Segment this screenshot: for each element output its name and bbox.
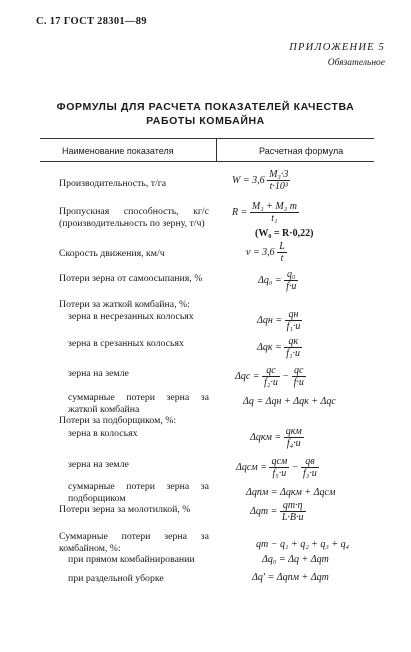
appendix-label: ПРИЛОЖЕНИЕ 5	[289, 42, 385, 53]
column-header-name: Наименование показателя	[62, 146, 174, 156]
table-row-label: Потери зерна за молотилкой, %	[59, 504, 191, 515]
table-row-formula: W = 3,6 $\frac{\text{M₃·3}}{\text{t·10³}}$	[232, 169, 289, 192]
page-reference: С. 17 ГОСТ 28301—89	[36, 16, 147, 27]
table-top-rule	[40, 138, 374, 139]
table-row-label: зерна на земле	[68, 459, 129, 470]
table-row-label: Производительность, т/га	[59, 178, 167, 189]
table-row-formula: R = $\frac{\text{M₃ + M₃ т}}{\text{t₁}}$	[232, 201, 297, 224]
table-row-label: зерна на земле	[68, 368, 129, 379]
table-row-formula: Δq = Δqн + Δqк + Δqс	[243, 396, 336, 407]
column-divider	[216, 138, 217, 161]
table-row-formula: v = 3,6 $\frac{L}{t}$	[246, 241, 285, 264]
table-row-label: Скорость движения, км/ч	[59, 248, 165, 259]
document-title-line-1: ФОРМУЛЫ ДЛЯ РАСЧЕТА ПОКАЗАТЕЛЕЙ КАЧЕСТВА	[56, 101, 355, 113]
table-row-formula-extra: (W₀ = R·0,22)	[255, 228, 314, 239]
table-row-formula: Δqк = $\frac{qк}{\text{f₁·u}}$	[257, 336, 301, 359]
table-row-formula: Δqн = $\frac{qн}{\text{f₁·u}}$	[257, 309, 301, 332]
table-row-formula: Δqсм = $\frac{\text{qсм}}{\text{f₅·u}}$ − $\frac{qв}{\text{f₃·u}}$	[236, 456, 317, 479]
table-row-formula: qm − q₁ + q₂ + q₃ + q₄	[256, 539, 350, 550]
appendix-status: Обязательное	[327, 58, 385, 68]
table-row-label: Потери зерна от самоосыпания, %	[59, 273, 203, 284]
table-row-label: Потери за подборщиком, %:	[59, 415, 177, 426]
table-row-label: суммарные потери зерна за жаткой комбайна	[68, 392, 209, 415]
table-row-formula: Δq₀ = Δq + Δqm	[262, 554, 329, 565]
document-title-line-2: РАБОТЫ КОМБАЙНА	[146, 115, 265, 127]
table-row-label: Пропускная способность, кг/с (производительность по зерну, т/ч)	[59, 206, 209, 229]
table-row-label: Потери за жаткой комбайна, %:	[59, 299, 190, 310]
table-header-rule	[40, 161, 374, 162]
table-row-formula: Δqm = $\frac{qm\cdot\eta}{L\cdot B\cdot u}$	[250, 500, 304, 523]
table-row-formula: Δqпм = Δqкм + Δqсм	[246, 487, 336, 498]
table-row-label: суммарные потери зерна за подборщиком	[68, 481, 209, 504]
column-header-formula: Расчетная формула	[259, 146, 344, 156]
table-row-formula: Δqкм = $\frac{\text{qкм}}{\text{f₄·u}}$	[250, 426, 302, 449]
table-row-label: зерна в несрезанных колосьях	[68, 311, 194, 322]
table-row-label: при раздельной уборке	[68, 573, 164, 584]
table-row-label: зерна в колосьях	[68, 428, 138, 439]
table-row-formula: Δqс = $\frac{qс}{\text{f₂·u}}$ − $\frac{qс}{f\cdot u}$	[235, 365, 304, 388]
table-row-label: зерна в срезанных колосьях	[68, 338, 184, 349]
table-row-label: Суммарные потери зерна за комбайном, %:	[59, 531, 209, 554]
table-row-formula: Δq₀ = $\frac{\text{q₀}}{f\cdot u}$	[258, 269, 297, 292]
table-row-formula: Δq′ = Δqпм + Δqm	[252, 572, 329, 583]
table-row-label: при прямом комбайнировании	[68, 554, 195, 565]
